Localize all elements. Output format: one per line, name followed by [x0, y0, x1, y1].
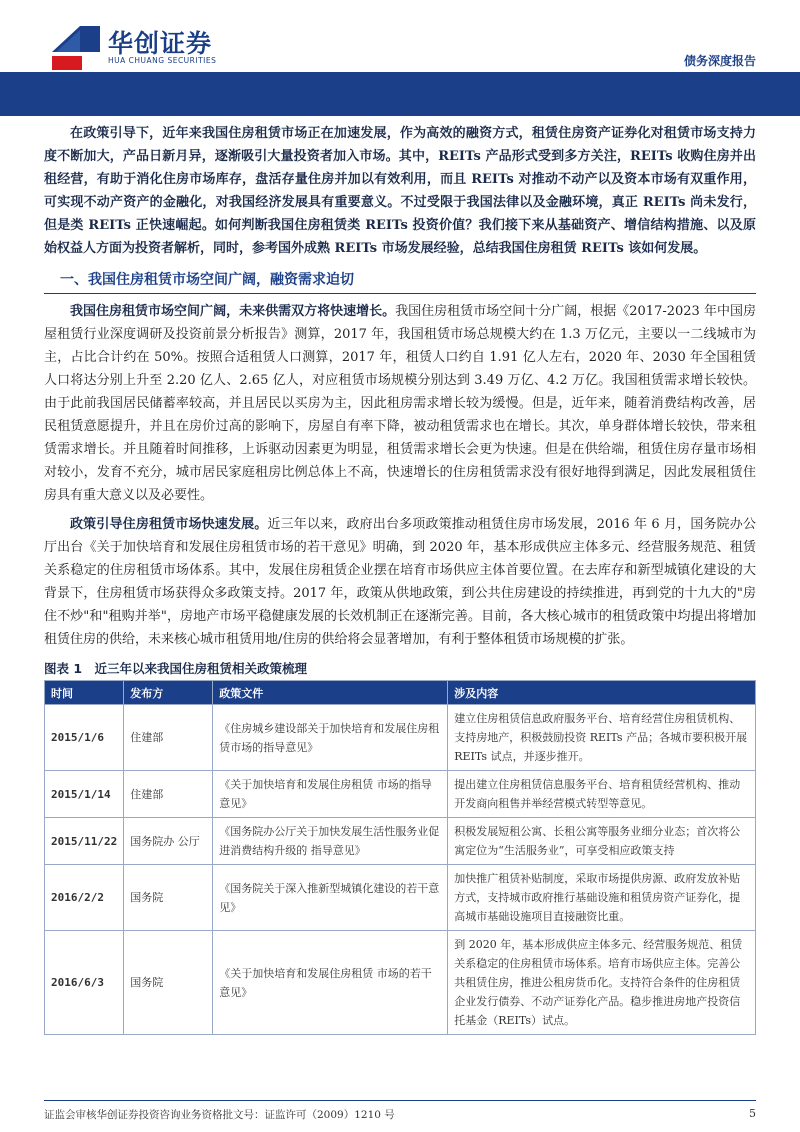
table-row [45, 865, 756, 931]
paragraph-lead: 我国住房租赁市场空间广阔，未来供需双方将快速增长。 [70, 304, 396, 319]
paragraph-body: 我国住房租赁市场空间十分广阔，根据《2017-2023 年中国房屋租赁行业深度调研及投资前景分析报告》测算，2017 年，我国租赁市场总规模大约在 1.3 万亿元，主要以一二线城市为主，占比合计约在 50%。按照合适租赁人口测算，2017 年，租赁人口约自 1.91 亿人左右，2020 年、2030 年全国租赁人口将达分别上升至 2.20 亿人、2.65 亿人，对应租赁市场规模分别达到 3.49 万亿、4.2 万亿。我国租赁需求增长较快。由于此前我国居民储蓄率较高，并且居民以买房为主，因此租房需求增长较为缓慢。但是，近年来，随着消费结构改善，居民租赁意愿提升，并且在房价过高的影响下，房屋自有率下降，被动租赁需求也在增长。其次，单身群体增长较快，带来租赁需求增长。并且随着时间推移，上诉驱动因素更为明显，租赁需求增长会更为快速。但是在供给端，租赁住房存量市场相对较小，发育不充分，城市居民家庭租房比例总体上不高，快速增长的住房租赁需求没有很好地得到满足，因此发展租赁住房具有重大意义以及必要性。 [44, 304, 756, 503]
cell-document: 《国务院办公厅关于加快发展生活性服务业促进消费结构升级的 指导意见》 [213, 818, 448, 865]
cell-content: 积极发展短租公寓、长租公寓等服务业细分业态；首次将公寓定位为“生活服务业”，可享受相应政策支持 [448, 818, 756, 865]
cell-document: 《关于加快培育和发展住房租赁 市场的指导意见》 [213, 771, 448, 818]
page-header [0, 0, 800, 118]
cell-content: 到 2020 年，基本形成供应主体多元、经营服务规范、租赁关系稳定的住房租赁市场体系。培育市场供应主体。完善公共租赁住房，推进公租房货币化。支持符合条件的住房租赁企业发行债券、不动产证券化产品。稳步推进房地产投资信托基金（REITs）试点。 [448, 931, 756, 1035]
report-type: 债务深度报告 [683, 54, 756, 68]
table-row [45, 931, 756, 1035]
policy-table [44, 680, 756, 1035]
logo-mark-icon [52, 22, 100, 70]
cell-document: 《国务院关于深入推新型城镇化建设的若干意见》 [213, 865, 448, 931]
column-header: 发布方 [124, 681, 213, 705]
header-band [0, 72, 800, 116]
cell-content: 提出建立住房租赁信息服务平台、培育租赁经营机构、推动开发商向租售并举经营模式转型等意见。 [448, 771, 756, 818]
cell-date: 2016/6/3 [45, 931, 124, 1035]
column-header: 政策文件 [213, 681, 448, 705]
figure-title: 图表 1 近三年以来我国住房租赁相关政策梳理 [44, 661, 308, 676]
cell-issuer: 住建部 [124, 705, 213, 771]
column-header: 涉及内容 [448, 681, 756, 705]
intro-paragraph: 在政策引导下，近年来我国住房租赁市场正在加速发展，作为高效的融资方式，租赁住房资产证券化对租赁市场支持力度不断加大，产品日新月异，逐渐吸引大量投资者加入市场。其中，REITs 产品形式受到多方关注，REITs 收购住房并出租经营，有助于消化住房市场库存，盘活存量住房并加以有效利用，而且 REITs 对推动不动产以及资本市场有双重作用，可实现不动产资产的金融化，对我国经济发展具有重要意义。不过受限于我国法律以及金融环境，真正 REITs 尚未发行，但是类 REITs 正快速崛起。如何判断我国住房租赁类 REITs 投资价值？我们接下来从基础资产、增信结构措施、以及原始权益人方面为投资者解析，同时，参考国外成熟 REITs 市场发展经验，总结我国住房租赁 REITs 该如何发展。 [44, 126, 756, 256]
cell-date: 2015/11/22 [45, 818, 124, 865]
cell-date: 2016/2/2 [45, 865, 124, 931]
brand-name-cn: 华创证券 [108, 29, 213, 58]
column-header: 时间 [45, 681, 124, 705]
cell-issuer: 国务院 [124, 865, 213, 931]
cell-document: 《关于加快培育和发展住房租赁 市场的若干意见》 [213, 931, 448, 1035]
main-content [44, 122, 756, 1035]
paragraph-body: 近三年以来，政府出台多项政策推动租赁住房市场发展，2016 年 6 月，国务院办公厅出台《关于加快培育和发展住房租赁市场的若干意见》明确，到 2020 年，基本形成供应主体多元、经营服务规范、租赁关系稳定的住房租赁市场体系。其中，发展住房租赁企业摆在培育市场供应主体首要位置。在去库存和新型城镇化建设的大背景下，住房租赁市场获得众多政策支持。2017 年，政策从供地政策，到公共住房建设的持续推进，再到党的十九大的"房住不炒"和"租购并举"，房地产市场平稳健康发展的长效机制正在逐渐完善。目前，各大核心城市的租赁政策中均提出将增加租赁住房的供给，未来核心城市租赁用地/住房的供给将会显著增加，有利于整体租赁市场规模的扩张。 [44, 517, 756, 647]
table-header-row [45, 681, 756, 705]
table-row [45, 818, 756, 865]
cell-document: 《住房城乡建设部关于加快培育和发展住房租赁市场的指导意见》 [213, 705, 448, 771]
cell-issuer: 住建部 [124, 771, 213, 818]
cell-content: 建立住房租赁信息政府服务平台、培育经营住房租赁机构、支持房地产，积极鼓励投资 REITs 产品；各城市要积极开展 REITs 试点，并逐步推开。 [448, 705, 756, 771]
section-heading: 一、我国住房租赁市场空间广阔，融资需求迫切 [44, 266, 756, 294]
cell-issuer: 国务院办 公厅 [124, 818, 213, 865]
table-row [45, 771, 756, 818]
page-number: 5 [749, 1107, 756, 1120]
cell-date: 2015/1/14 [45, 771, 124, 818]
footer-disclaimer: 证监会审核华创证券投资咨询业务资格批文号：证监许可（2009）1210 号 [44, 1109, 395, 1121]
cell-date: 2015/1/6 [45, 705, 124, 771]
brand-name-en: HUA CHUANG SECURITIES [108, 56, 217, 65]
brand-logo [52, 22, 272, 72]
cell-content: 加快推广租赁补贴制度，采取市场提供房源、政府发放补贴方式，支持城市政府推行基础设施和租赁房资产证券化，提高城市基础设施项目直接融资比重。 [448, 865, 756, 931]
cell-issuer: 国务院 [124, 931, 213, 1035]
paragraph-policy [44, 513, 756, 651]
page-footer [44, 1100, 756, 1122]
paragraph-lead: 政策引导住房租赁市场快速发展。 [70, 517, 268, 532]
paragraph-market [44, 300, 756, 507]
table-row [45, 705, 756, 771]
